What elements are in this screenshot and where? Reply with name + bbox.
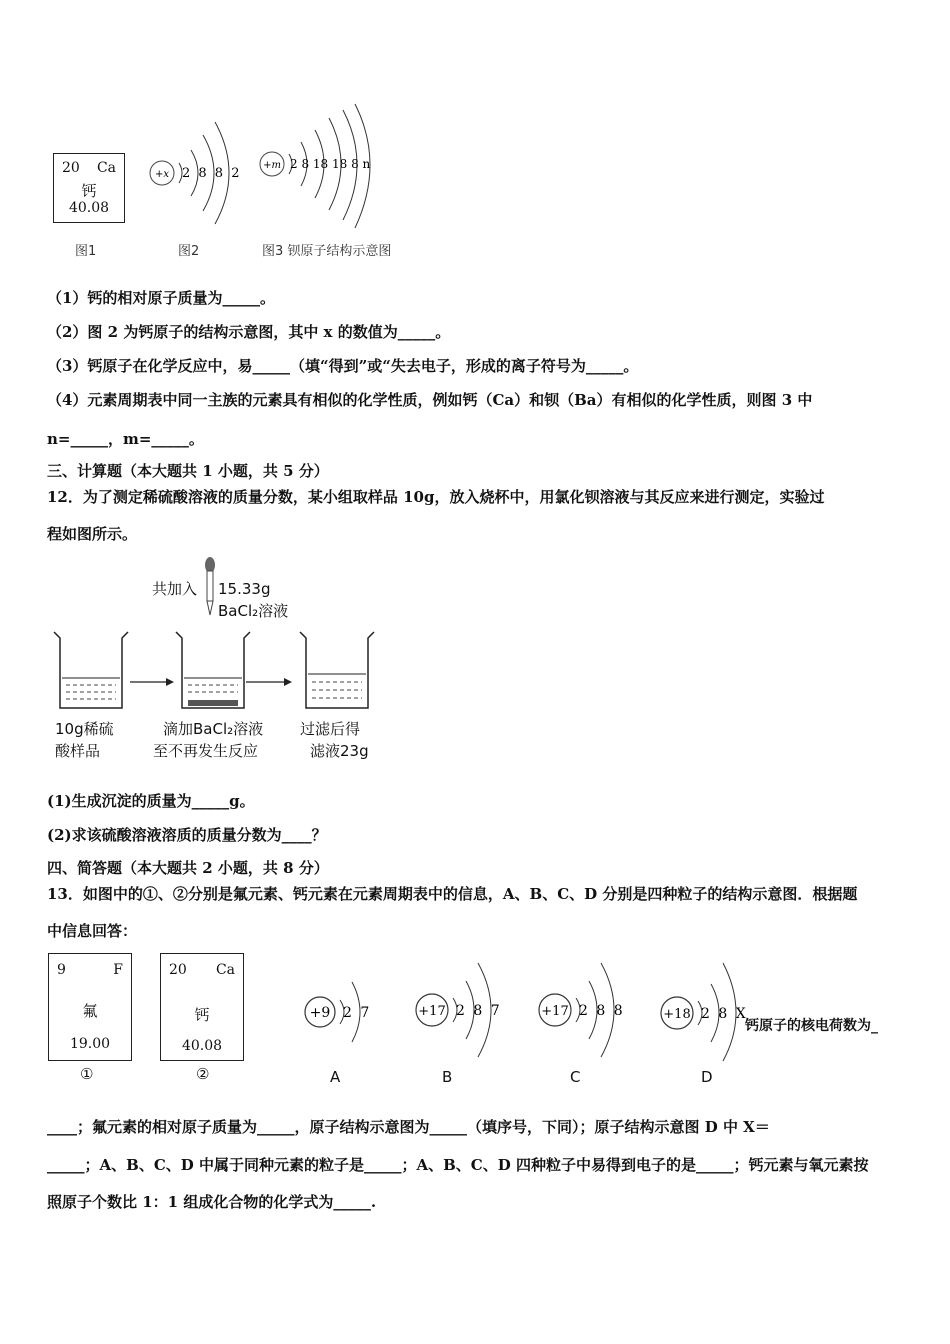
nucleus-label: +m	[263, 160, 281, 171]
particle-d-label: D	[701, 1068, 713, 1086]
beaker-process-diagram	[48, 630, 378, 715]
q11-part2: （2）图 2 为钙原子的结构示意图，其中 x 的数值为_____。	[47, 323, 451, 341]
q13-line4: _____；A、B、C、D 中属于同种元素的粒子是_____；A、B、C、D 四种粒子中易得到电子的是_____；钙元素与氧元素按	[47, 1156, 869, 1174]
q11-part1: （1）钙的相对原子质量为_____。	[47, 289, 275, 307]
beaker1-label-line2: 酸样品	[55, 742, 101, 760]
calcium-atom-structure-diagram	[145, 110, 245, 230]
shell-electrons: 2 8 8 2	[182, 166, 242, 181]
dropper-label: 共加入	[152, 580, 198, 598]
fluorine-element-box	[48, 953, 132, 1061]
q12-line2: 程如图所示。	[47, 525, 138, 543]
particle-c-label: C	[570, 1068, 581, 1086]
atomic-mass: 40.08	[68, 200, 110, 216]
atomic-mass: 19.00	[69, 1036, 111, 1052]
nucleus-label: +17	[418, 1004, 446, 1019]
section-4-heading: 四、简答题（本大题共 2 小题，共 8 分）	[47, 859, 329, 877]
atomic-number: 20	[169, 962, 187, 978]
dropper-icon	[200, 555, 220, 620]
barium-atom-structure-diagram	[255, 102, 385, 232]
q13-line1: 13．如图中的①、②分别是氟元素、钙元素在元素周期表中的信息，A、B、C、D 分别是四种粒子的结构示意图．根据题	[47, 885, 858, 903]
dropper-solution: BaCl₂溶液	[218, 602, 289, 620]
figure-2-caption: 图2	[178, 244, 200, 259]
element-name: 氟	[82, 1002, 98, 1020]
atomic-mass: 40.08	[181, 1038, 223, 1054]
q13-line5: 照原子个数比 1：1 组成化合物的化学式为_____.	[47, 1193, 377, 1211]
nucleus-label: +18	[663, 1007, 691, 1022]
particle-b-structure	[410, 955, 510, 1065]
nucleus-label: +17	[541, 1004, 569, 1019]
beaker2-label-line1: 滴加BaCl₂溶液	[163, 720, 264, 738]
q11-part4: （4）元素周期表中同一主族的元素具有相似的化学性质，例如钙（Ca）和钡（Ba）有相似的化学性质，则图 3 中	[47, 391, 813, 409]
nucleus-label: +x	[154, 169, 170, 180]
q13-line2: 中信息回答：	[47, 922, 138, 940]
particle-c-structure	[533, 955, 633, 1065]
beaker1-label-line1: 10g稀硫	[55, 720, 114, 738]
beaker3-label-line2: 滤液23g	[310, 742, 369, 760]
q11-part5: n=_____，m=_____。	[47, 430, 204, 448]
q13-line3: ____；氟元素的相对原子质量为_____，原子结构示意图为_____（填序号，下同）；原子结构示意图 D 中 X＝	[47, 1118, 770, 1136]
atomic-number: 20	[62, 160, 80, 176]
box1-label: ①	[80, 1065, 94, 1083]
particle-a-label: A	[330, 1068, 341, 1086]
element-symbol: F	[113, 962, 123, 978]
q12-sub2: (2)求该硫酸溶液溶质的质量分数为____？	[47, 826, 327, 844]
atomic-number: 9	[57, 962, 66, 978]
element-symbol: Ca	[215, 962, 235, 978]
beaker3-label-line1: 过滤后得	[300, 720, 361, 738]
element-symbol: Ca	[96, 160, 116, 176]
calcium-element-box	[160, 953, 244, 1061]
figure-3-caption: 图3 钡原子结构示意图	[262, 244, 392, 259]
figure-1-caption: 图1	[75, 244, 97, 259]
shell-electrons: 2 8 X	[701, 1006, 748, 1022]
box2-label: ②	[196, 1065, 210, 1083]
particle-d-structure	[655, 955, 755, 1065]
q11-part3: （3）钙原子在化学反应中，易_____（填“得到”或“失去电子，形成的离子符号为_____。	[47, 357, 639, 375]
dropper-amount: 15.33g	[218, 580, 271, 598]
shell-electrons: 2 7	[343, 1005, 372, 1021]
q12-line1: 12．为了测定稀硫酸溶液的质量分数，某小组取样品 10g，放入烧杯中，用氯化钡溶液与其反应来进行测定，实验过	[47, 488, 825, 506]
particle-b-label: B	[442, 1068, 453, 1086]
shell-electrons: 2 8 7	[456, 1003, 502, 1019]
element-name: 钙	[81, 182, 97, 200]
beaker2-label-line2: 至不再发生反应	[153, 742, 259, 760]
section-3-heading: 三、计算题（本大题共 1 小题，共 5 分）	[47, 462, 329, 480]
element-name: 钙	[194, 1006, 210, 1024]
q13-inline-tail: 钙原子的核电荷数为_	[745, 1018, 878, 1034]
nucleus-label: +9	[309, 1005, 331, 1021]
shell-electrons: 2 8 18 18 8 n	[290, 157, 371, 171]
calcium-element-box-fig1	[53, 153, 125, 223]
q12-sub1: (1)生成沉淀的质量为_____g。	[47, 792, 255, 810]
shell-electrons: 2 8 8	[579, 1003, 625, 1019]
particle-a-structure	[300, 960, 390, 1065]
